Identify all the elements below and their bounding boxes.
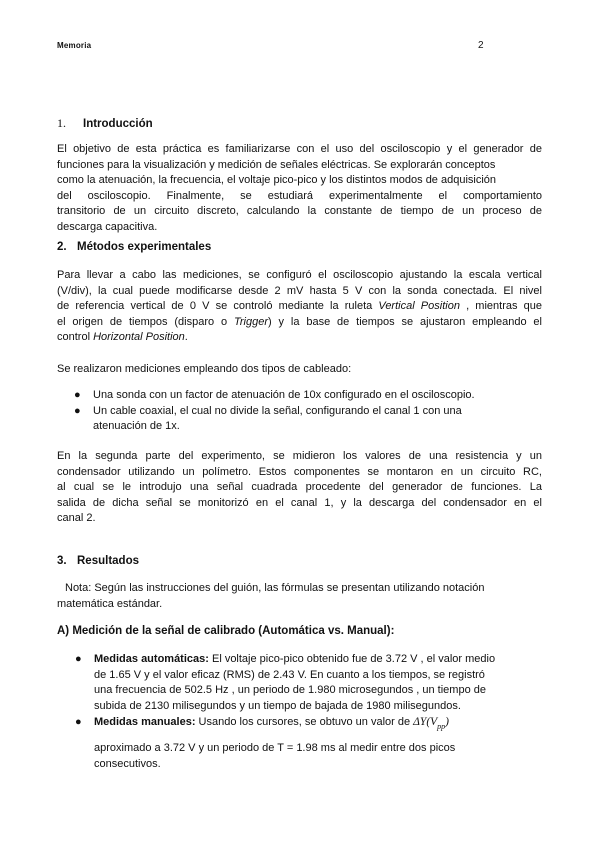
formula-delta-y-vpp — [413, 716, 450, 732]
text-line — [57, 315, 542, 331]
list-item-automatic — [68, 652, 548, 714]
text-run: subida de 2130 milisegundos y un tiempo de bajada de 1980 milisegundos. — [94, 699, 461, 712]
bullet-icon: ● — [74, 404, 81, 417]
formula-subscript: pp — [437, 722, 446, 732]
bullet-icon: ● — [75, 716, 82, 729]
text-run: consecutivos. — [94, 757, 161, 770]
text-run: control — [57, 331, 94, 344]
text-line: En la segunda parte del experimento, se midieron los valores de una resistencia y un — [57, 450, 542, 462]
section-heading-resultados — [57, 555, 139, 567]
text-line: como la atenuación, la frecuencia, el voltaje pico-pico y los distintos modos de adquisición — [57, 174, 497, 187]
section-heading-introduccion — [57, 116, 153, 131]
methods-paragraph-3 — [57, 449, 542, 527]
results-note — [57, 581, 542, 612]
text-run: de referencia vertical de 0 V se controló mediante la ruleta — [57, 300, 379, 313]
methods-paragraph-1 — [57, 268, 542, 346]
formula-text: ) — [445, 716, 450, 729]
text-line: al cual se le introdujo una señal cuadrada procedente del generador de funciones. La — [57, 481, 542, 494]
section-title: Métodos experimentales — [77, 241, 212, 253]
text-line: El objetivo de esta práctica es familiarizarse con el uso del osciloscopio y el generador de — [57, 143, 542, 155]
bullet-icon: ● — [74, 389, 81, 401]
emphasis-trigger: Trigger — [233, 315, 268, 328]
text-run: . — [184, 331, 188, 344]
text-line: (V/div), la cual puede modificarse desde 2 mV hasta 5 V con la sonda conectada. El nivel — [57, 284, 542, 297]
text-line: Nota: Según las instrucciones del guión, las fórmulas se presentan utilizando notación — [65, 582, 485, 594]
section-title: Resultados — [77, 555, 139, 567]
text-line: transitorio de un circuito discreto, calculando la constante de tiempo de un proceso de — [57, 205, 542, 218]
list-item-manual — [68, 715, 548, 772]
text-run: , mientras que — [459, 300, 542, 313]
text-line: funciones para la visualización y medición de señales eléctricas. Se explorarán conceptos — [57, 158, 496, 171]
text-run: Usando los cursores, se obtuvo un valor de — [195, 716, 414, 729]
formula-text: ΔY(V — [413, 716, 438, 729]
text-line — [57, 299, 542, 315]
subsection-heading: A) Medición de la señal de calibrado (Automática vs. Manual): — [57, 625, 395, 637]
text-run: de 1.65 V y el valor eficaz (RMS) de 2.43 V. En cuanto a los tiempos, se registró — [94, 668, 485, 681]
text-line: del osciloscopio. Finalmente, se estudiará experimentalmente el comportamiento — [57, 189, 542, 202]
list-item-text: atenuación de 1x. — [93, 420, 180, 433]
intro-paragraph — [57, 142, 542, 236]
text-line: Se realizaron mediciones empleando dos tipos de cableado: — [57, 363, 352, 375]
section-title: Introducción — [83, 118, 153, 130]
running-header: Memoria — [57, 41, 92, 50]
text-run: El voltaje pico-pico obtenido fue de 3.72 V , el valor medio — [208, 653, 496, 665]
section-number: 1. — [57, 116, 66, 130]
text-line — [57, 330, 542, 346]
measurements-list — [68, 652, 548, 772]
methods-paragraph-2 — [57, 362, 542, 378]
emphasis-horizontal-position: Horizontal Position — [93, 331, 185, 344]
section-heading-metodos — [57, 241, 211, 253]
text-run: el origen de tiempos (disparo o — [57, 315, 234, 328]
text-line: canal 2. — [57, 512, 96, 525]
section-number: 3. — [57, 555, 67, 567]
text-run: ) y la base de tiempos se ajustaron empleando el — [268, 315, 542, 328]
section-number: 2. — [57, 241, 67, 253]
text-run: una frecuencia de 502.5 Hz , un periodo de 1.980 microsegundos , un tiempo de — [94, 684, 486, 697]
bullet-icon: ● — [75, 653, 82, 665]
text-run: aproximado a 3.72 V y un periodo de T = 1.98 ms al medir entre dos picos — [94, 741, 456, 754]
list-item — [67, 388, 537, 404]
page-number: 2 — [478, 40, 484, 51]
list-item — [67, 404, 537, 435]
text-line: descarga capacitiva. — [57, 220, 158, 233]
list-item-text: Un cable coaxial, el cual no divide la señal, configurando el canal 1 con una — [93, 404, 462, 417]
text-line: condensador utilizando un polímetro. Estos componentes se montaron en un circuito RC, — [57, 465, 542, 478]
label-manual: Medidas manuales: — [94, 716, 196, 729]
text-line: salida de dicha señal se monitorizó en el canal 1, y la descarga del condensador en el — [57, 496, 542, 509]
cabling-list — [67, 388, 537, 435]
emphasis-vertical-position: Vertical Position — [378, 300, 460, 313]
list-item-text: Una sonda con un factor de atenuación de 10x configurado en el osciloscopio. — [93, 389, 475, 401]
text-line: Para llevar a cabo las mediciones, se configuró el osciloscopio ajustando la escala vertical — [57, 269, 542, 281]
label-automatic: Medidas automáticas: — [94, 653, 209, 665]
text-line: matemática estándar. — [57, 597, 163, 610]
